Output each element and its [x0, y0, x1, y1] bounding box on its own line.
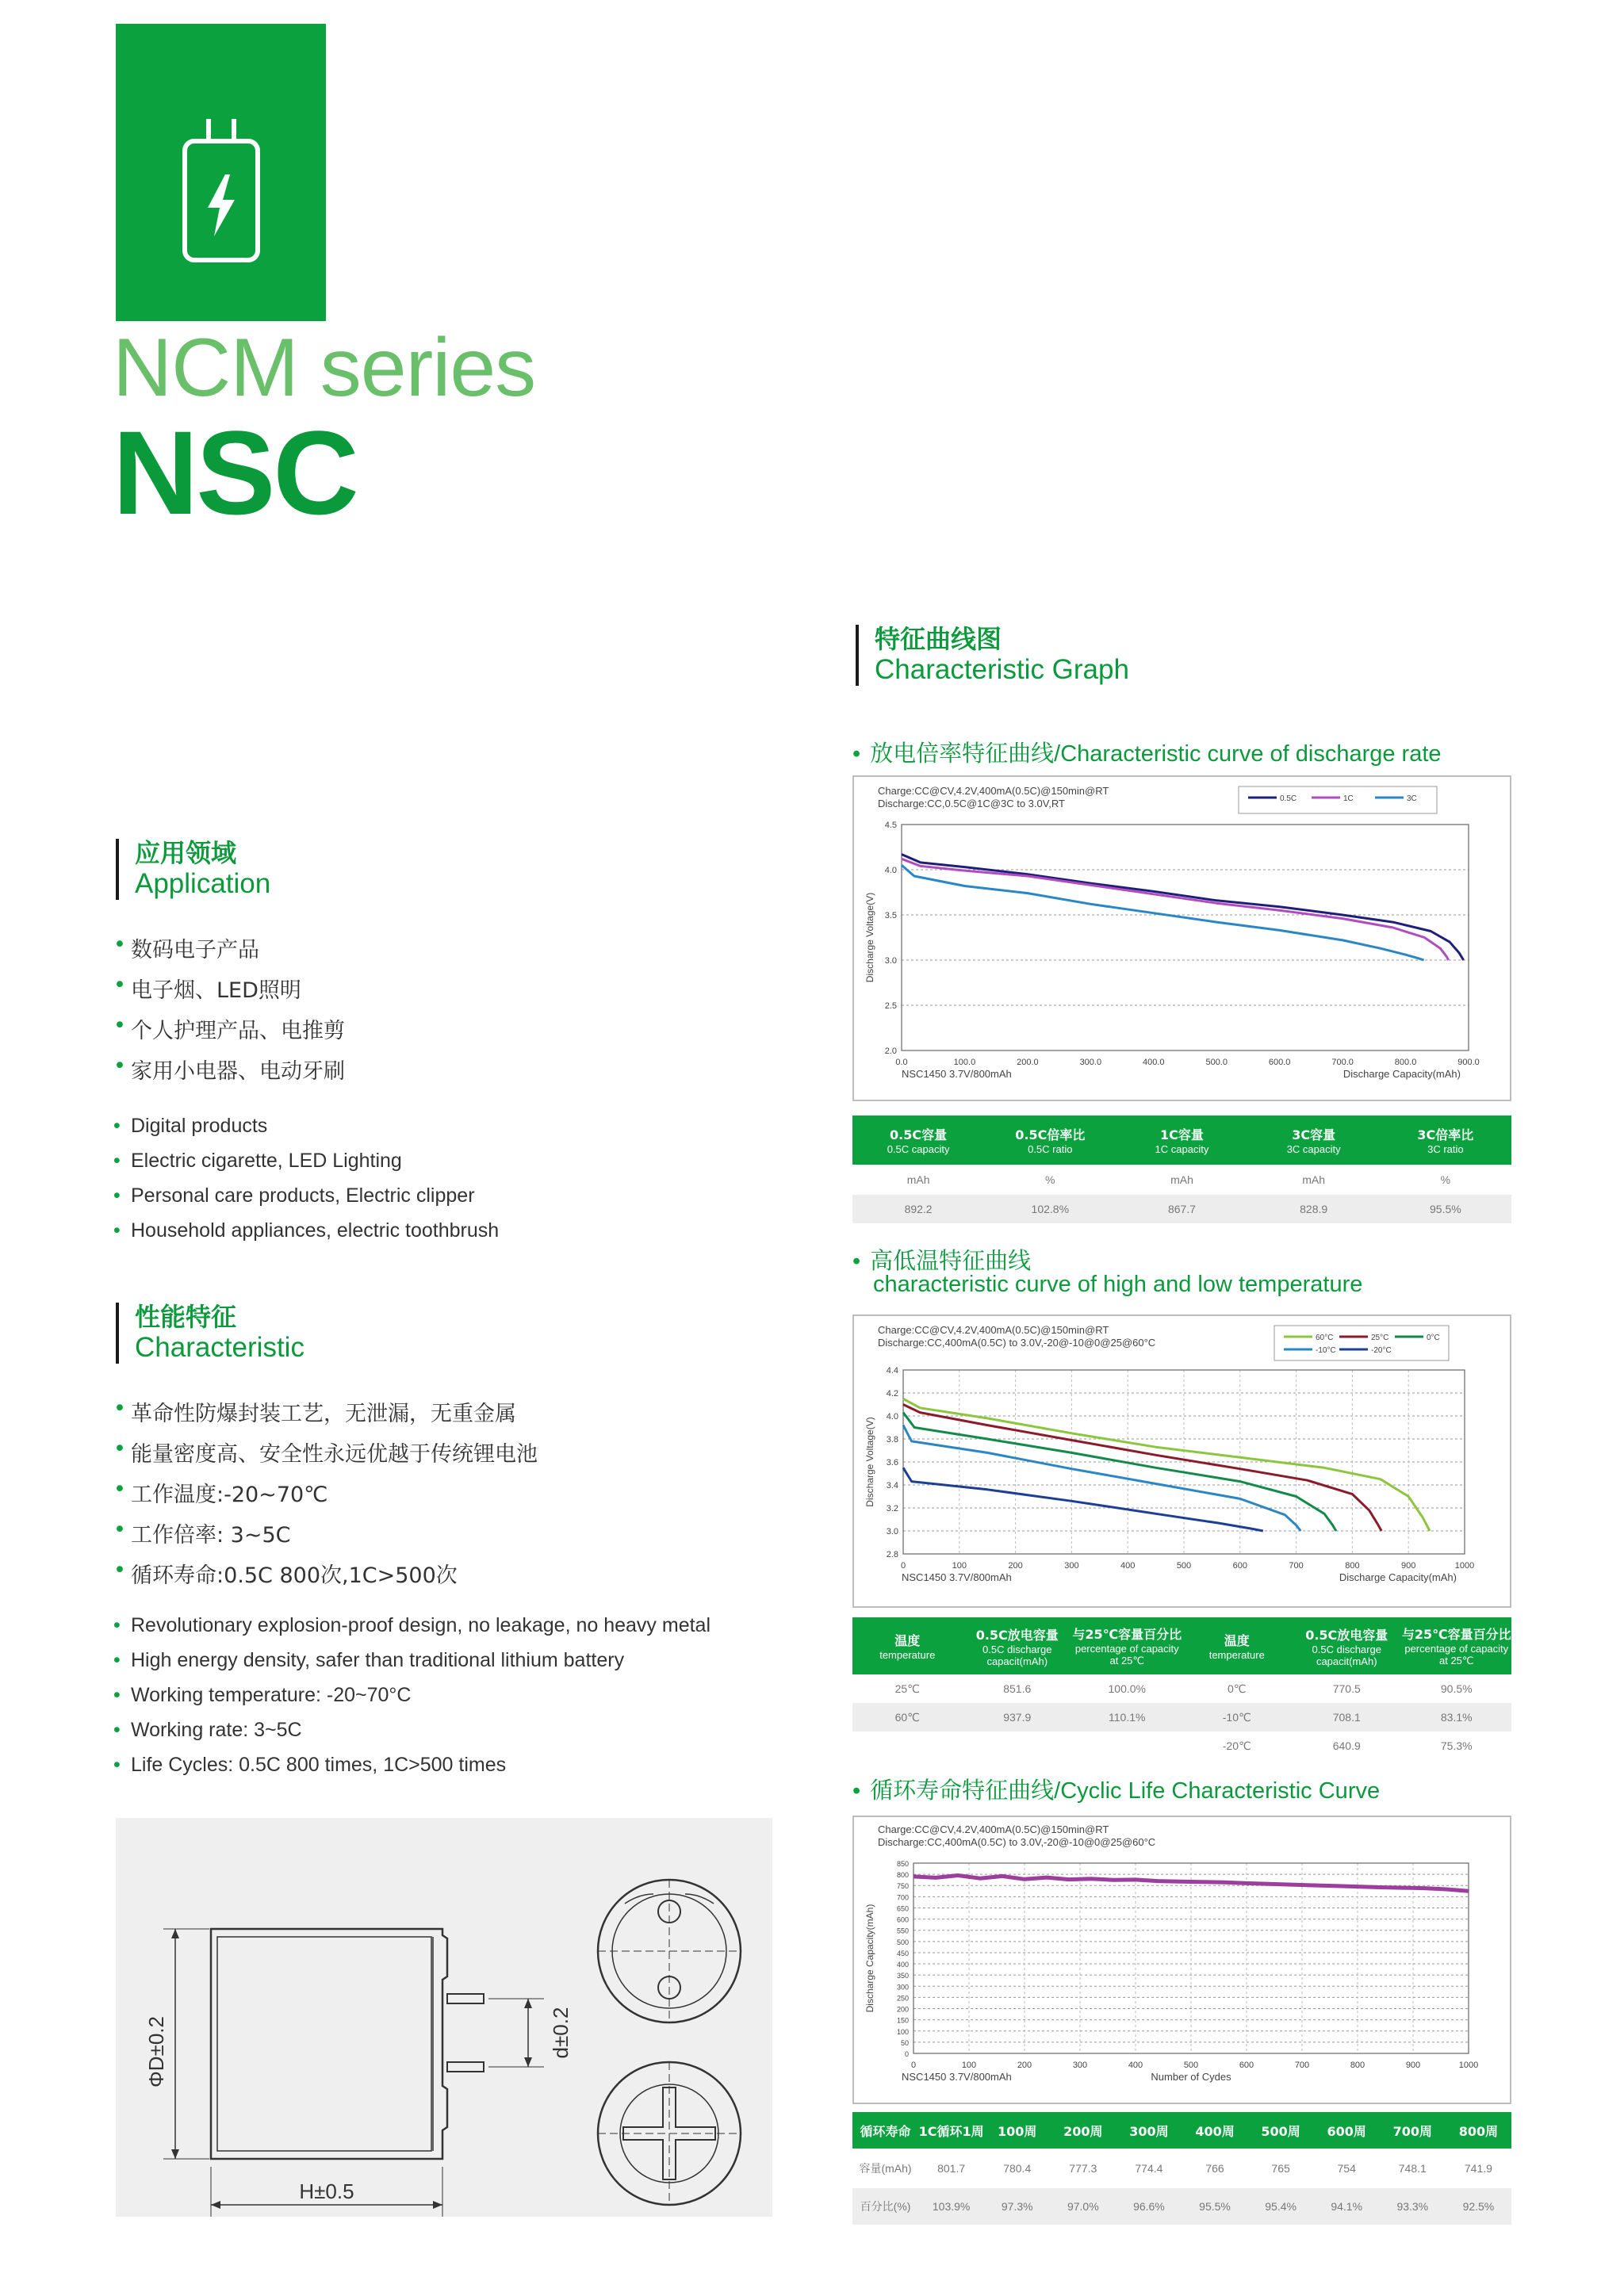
table-header: 500周 [1248, 2112, 1314, 2149]
x-tick-label: 200.0 [1017, 1058, 1039, 1067]
list-item: • Digital products [113, 1115, 499, 1150]
y-tick-label: 3.0 [884, 956, 897, 966]
table-row [852, 1195, 1511, 1223]
y-tick-label: 50 [900, 2038, 909, 2047]
table-cell: 100.0% [1108, 1682, 1146, 1695]
table-cell: mAh [906, 1173, 930, 1186]
x-tick-label: 600 [1232, 1561, 1247, 1571]
table-cell: 94.1% [1314, 2188, 1380, 2225]
chart-footnote: NSC1450 3.7V/800mAh [902, 2071, 1012, 2083]
y-tick-label: 850 [896, 1860, 909, 1868]
list-item: • 循环寿命:0.5C 800次,1C>500次 [113, 1558, 538, 1598]
table-cell: 60℃ [852, 1703, 963, 1732]
y-tick-label: 650 [896, 1904, 909, 1913]
graph-title-zh: 特征曲线图 [875, 624, 1002, 654]
table-header: 0.5C倍率比 0.5C ratio [984, 1115, 1116, 1165]
y-tick-label: 600 [896, 1915, 909, 1924]
table-header: 温度 temperature [852, 1617, 963, 1674]
y-axis-label: Discharge Voltage(V) [864, 1417, 875, 1507]
list-item: • 家用小电器、电动牙刷 [113, 1054, 345, 1094]
y-tick-label: 4.5 [884, 821, 897, 830]
plot-area [902, 825, 1469, 1050]
characteristic-heading [116, 1303, 304, 1364]
list-item: • High energy density, safer than traditional lithium battery [113, 1649, 710, 1684]
x-tick-label: 200 [1017, 2061, 1032, 2070]
dim-h-label: H±0.5 [299, 2179, 354, 2203]
table-cell: 777.3 [1069, 2162, 1097, 2175]
x-tick-label: 100.0 [953, 1058, 976, 1067]
table-header: 0.5C容量 0.5C capacity [852, 1115, 984, 1165]
x-tick-label: 0 [900, 1561, 906, 1571]
y-tick-label: 400 [896, 1961, 909, 1969]
table-cell: % [1045, 1173, 1055, 1186]
table-cell: 741.9 [1464, 2162, 1492, 2175]
table-header: 温度 temperature [1182, 1617, 1293, 1674]
x-tick-label: 300 [1072, 2061, 1088, 2070]
legend-label: 1C [1343, 794, 1354, 803]
x-tick-label: 700 [1294, 2061, 1310, 2070]
y-tick-label: 3.2 [886, 1504, 898, 1513]
temperature-heading-en-wrap [873, 1272, 1362, 1298]
x-tick-label: 100 [952, 1561, 967, 1571]
x-tick-label: 0.0 [895, 1058, 908, 1067]
y-tick-label: 700 [896, 1893, 909, 1902]
dimension-drawing [116, 1818, 772, 2217]
y-tick-label: 3.0 [886, 1527, 898, 1536]
table-cell: 83.1% [1402, 1703, 1512, 1732]
y-tick-label: 2.0 [884, 1047, 897, 1056]
series-line [903, 1425, 1300, 1531]
discharge-heading-text: 放电倍率特征曲线/Characteristic curve of discharge rate [870, 741, 1442, 767]
model-title: NSC [113, 406, 357, 539]
table-header: 0.5C放电容量 0.5C discharge capacit(mAh) [1292, 1617, 1402, 1674]
x-tick-label: 1000 [1454, 1561, 1475, 1571]
table-cell: 百分比(%) [852, 2188, 918, 2225]
x-axis-label: Number of Cydes [1151, 2071, 1231, 2083]
chart-annotation: Charge:CC@CV,4.2V,400mA(0.5C)@150min@RT [878, 785, 1109, 797]
table-cell: 102.8% [984, 1195, 1116, 1223]
y-tick-label: 250 [896, 1994, 909, 2003]
y-tick-label: 350 [896, 1972, 909, 1980]
table-cell: 801.7 [937, 2162, 966, 2175]
series-line [903, 1413, 1336, 1531]
legend-label: 0.5C [1280, 794, 1297, 803]
chart-footnote: NSC1450 3.7V/800mAh [902, 1068, 1012, 1080]
application-list-en [113, 1115, 499, 1254]
x-tick-label: 900 [1401, 1561, 1416, 1571]
list-item: • 工作温度:-20~70℃ [113, 1477, 538, 1517]
table-header: 400周 [1182, 2112, 1247, 2149]
y-tick-label: 750 [896, 1882, 909, 1891]
characteristic-title-en: Characteristic [135, 1331, 304, 1363]
list-item: • 数码电子产品 [113, 932, 345, 973]
temperature-chart-frame [852, 1314, 1511, 1608]
x-tick-label: 800.0 [1394, 1058, 1417, 1067]
list-item: • Life Cycles: 0.5C 800 times, 1C>500 times [113, 1754, 710, 1789]
temperature-heading: • 高低温特征曲线 [852, 1249, 1032, 1274]
list-item: • 能量密度高、安全性永远优越于传统锂电池 [113, 1437, 538, 1477]
x-tick-label: 0 [910, 2061, 917, 2070]
application-list-zh [113, 932, 345, 1094]
legend-label: -10°C [1316, 1346, 1336, 1355]
list-item: • Working temperature: -20~70°C [113, 1684, 710, 1719]
y-tick-label: 0 [904, 2050, 909, 2058]
table-header: 700周 [1380, 2112, 1446, 2149]
list-item: • Revolutionary explosion-proof design, no leakage, no heavy metal [113, 1614, 710, 1649]
x-tick-label: 600 [1239, 2061, 1254, 2070]
x-tick-label: 300.0 [1079, 1058, 1102, 1067]
y-tick-label: 2.5 [884, 1001, 897, 1011]
dim-pin-label: d±0.2 [549, 2007, 573, 2059]
list-item: • Working rate: 3~5C [113, 1719, 710, 1754]
cell-dimension-drawing [116, 1818, 772, 2217]
x-tick-label: 800 [1350, 2061, 1365, 2070]
table-row [852, 2149, 1511, 2188]
discharge-chart-frame [852, 775, 1511, 1101]
x-tick-label: 500 [1176, 1561, 1192, 1571]
legend-label: 60°C [1316, 1334, 1334, 1342]
table-cell: 708.1 [1292, 1703, 1402, 1732]
table-cell: 780.4 [1003, 2162, 1032, 2175]
chart-annotation: Discharge:CC,400mA(0.5C) to 3.0V,-20@-10@0@25@60°C [878, 1836, 1156, 1848]
table-cell [852, 1732, 963, 1760]
y-tick-label: 450 [896, 1949, 909, 1957]
legend [1274, 1326, 1449, 1360]
list-item: • 工作倍率: 3~5C [113, 1517, 538, 1558]
cycle-heading: • 循环寿命特征曲线/Cyclic Life Characteristic Curve [852, 1778, 1381, 1804]
table-header: 1C容量 1C capacity [1116, 1115, 1247, 1165]
temperature-chart [854, 1316, 1510, 1606]
table-cell: 748.1 [1398, 2162, 1427, 2175]
temperature-heading-en: characteristic curve of high and low temperature [873, 1272, 1363, 1297]
x-tick-label: 200 [1008, 1561, 1023, 1571]
discharge-table [852, 1115, 1511, 1223]
series-title: NCM series [113, 322, 536, 414]
table-cell: 97.3% [984, 2188, 1050, 2225]
y-tick-label: 4.2 [886, 1389, 898, 1399]
x-tick-label: 500 [1183, 2061, 1199, 2070]
table-cell: 754 [1337, 2162, 1356, 2175]
table-cell: 892.2 [852, 1195, 984, 1223]
table-cell: 851.6 [1003, 1682, 1032, 1695]
table-cell: 828.9 [1248, 1195, 1380, 1223]
x-tick-label: 900.0 [1457, 1058, 1480, 1067]
table-cell: -20℃ [1222, 1739, 1251, 1752]
cycle-heading-text: 循环寿命特征曲线/Cyclic Life Characteristic Curve [870, 1778, 1381, 1804]
table-header: 100周 [984, 2112, 1050, 2149]
chart-footnote: NSC1450 3.7V/800mAh [902, 1571, 1012, 1583]
table-header: 循环寿命 [852, 2112, 918, 2149]
application-heading [116, 839, 270, 900]
table-cell: 766 [1205, 2162, 1224, 2175]
x-tick-label: 800 [1345, 1561, 1360, 1571]
y-tick-label: 150 [896, 2016, 909, 2025]
table-row [852, 1165, 1511, 1195]
table-header: 0.5C放电容量 0.5C discharge capacit(mAh) [963, 1617, 1073, 1674]
table-cell: 95.4% [1248, 2188, 1314, 2225]
table-header: 与25℃容量百分比 percentage of capacity at 25℃ [1402, 1617, 1512, 1674]
table-cell: mAh [1302, 1173, 1326, 1186]
table-row [852, 1703, 1511, 1732]
list-item: • Electric cigarette, LED Lighting [113, 1150, 499, 1184]
list-item: • 个人护理产品、电推剪 [113, 1013, 345, 1054]
table-header: 300周 [1116, 2112, 1182, 2149]
dim-d-label: ΦD±0.2 [144, 2016, 168, 2087]
y-tick-label: 3.6 [886, 1458, 898, 1468]
table-header: 3C倍率比 3C ratio [1380, 1115, 1511, 1165]
table-header: 1C循环1周 [918, 2112, 984, 2149]
list-item: • Personal care products, Electric clipper [113, 1184, 499, 1219]
brand-logo-block [116, 24, 326, 321]
table-cell: 容量(mAh) [859, 2162, 912, 2175]
characteristic-list-zh [113, 1396, 538, 1598]
x-tick-label: 400 [1128, 2061, 1143, 2070]
y-tick-label: 500 [896, 1938, 909, 1946]
table-header: 3C容量 3C capacity [1248, 1115, 1380, 1165]
chart-annotation: Discharge:CC,0.5C@1C@3C to 3.0V,RT [878, 798, 1065, 809]
table-cell: 96.6% [1116, 2188, 1182, 2225]
discharge-heading: • 放电倍率特征曲线/Characteristic curve of discharge rate [852, 741, 1442, 767]
y-tick-label: 4.4 [886, 1366, 898, 1376]
x-tick-label: 700 [1289, 1561, 1304, 1571]
y-tick-label: 3.5 [884, 911, 897, 920]
table-cell [963, 1732, 1073, 1760]
graph-section-heading [856, 625, 1129, 686]
table-cell: 97.0% [1050, 2188, 1116, 2225]
table-cell: 640.9 [1332, 1739, 1361, 1752]
table-cell: 867.7 [1116, 1195, 1247, 1223]
table-cell: -10℃ [1182, 1703, 1293, 1732]
table-cell: 93.3% [1380, 2188, 1446, 2225]
cycle-life-chart [854, 1817, 1510, 2103]
legend-label: 3C [1407, 794, 1417, 803]
legend-label: 0°C [1427, 1334, 1440, 1342]
list-item: • Household appliances, electric toothbrush [113, 1219, 499, 1254]
series-line [902, 855, 1464, 960]
table-cell: 0℃ [1227, 1682, 1247, 1695]
table-cell: 25℃ [894, 1682, 920, 1695]
y-tick-label: 2.8 [886, 1550, 898, 1559]
table-cell: mAh [1170, 1173, 1193, 1186]
cycle-table [852, 2112, 1511, 2225]
series-line [903, 1399, 1430, 1531]
x-axis-label: Discharge Capacity(mAh) [1342, 1068, 1461, 1080]
x-tick-label: 600.0 [1268, 1058, 1291, 1067]
y-tick-label: 4.0 [886, 1412, 898, 1422]
legend-label: -20°C [1371, 1346, 1392, 1355]
table-cell: 95.5% [1380, 1195, 1511, 1223]
x-tick-label: 300 [1064, 1561, 1079, 1571]
application-title-en: Application [135, 867, 271, 899]
x-tick-label: 100 [961, 2061, 977, 2070]
temperature-table [852, 1617, 1511, 1760]
table-cell: 765 [1271, 2162, 1290, 2175]
y-axis-label: Discharge Voltage(V) [864, 892, 875, 983]
table-cell: % [1440, 1173, 1451, 1186]
series-line [902, 865, 1424, 960]
table-header: 800周 [1446, 2112, 1511, 2149]
y-tick-label: 3.4 [886, 1481, 898, 1490]
characteristic-list-en [113, 1614, 710, 1789]
application-title-zh: 应用领域 [135, 838, 237, 868]
discharge-rate-chart [854, 777, 1510, 1100]
table-row [852, 2188, 1511, 2225]
y-tick-label: 550 [896, 1927, 909, 1935]
chart-annotation: Charge:CC@CV,4.2V,400mA(0.5C)@150min@RT [878, 1823, 1109, 1835]
y-tick-label: 300 [896, 1983, 909, 1992]
y-tick-label: 100 [896, 2027, 909, 2036]
chart-annotation: Charge:CC@CV,4.2V,400mA(0.5C)@150min@RT [878, 1324, 1109, 1336]
table-cell: 92.5% [1446, 2188, 1511, 2225]
characteristic-title-zh: 性能特征 [135, 1302, 237, 1332]
table-row [852, 1732, 1511, 1760]
cycle-chart-frame [852, 1816, 1511, 2104]
table-cell: 937.9 [963, 1703, 1073, 1732]
x-tick-label: 1000 [1458, 2061, 1479, 2070]
table-cell: 75.3% [1440, 1739, 1473, 1752]
table-cell: 110.1% [1072, 1703, 1182, 1732]
table-cell [1072, 1732, 1182, 1760]
x-tick-label: 700.0 [1331, 1058, 1354, 1067]
table-header: 600周 [1314, 2112, 1380, 2149]
x-tick-label: 500.0 [1205, 1058, 1228, 1067]
y-tick-label: 4.0 [884, 866, 897, 875]
list-item: • 电子烟、LED照明 [113, 973, 345, 1013]
graph-title-en: Characteristic Graph [875, 653, 1129, 685]
y-tick-label: 800 [896, 1871, 909, 1880]
list-item: • 革命性防爆封装工艺，无泄漏，无重金属 [113, 1396, 538, 1437]
y-tick-label: 3.8 [886, 1435, 898, 1445]
x-tick-label: 400 [1120, 1561, 1136, 1571]
table-cell: 90.5% [1440, 1682, 1473, 1695]
legend-label: 25°C [1371, 1334, 1389, 1342]
x-axis-label: Discharge Capacity(mAh) [1339, 1571, 1457, 1583]
chart-annotation: Discharge:CC,400mA(0.5C) to 3.0V,-20@-10@0@25@60°C [878, 1337, 1156, 1349]
x-tick-label: 900 [1405, 2061, 1421, 2070]
temperature-heading-zh: 高低温特征曲线 [870, 1249, 1032, 1274]
table-cell: 103.9% [918, 2188, 984, 2225]
table-row [852, 1674, 1511, 1703]
table-header: 200周 [1050, 2112, 1116, 2149]
table-header: 与25℃容量百分比 percentage of capacity at 25℃ [1072, 1617, 1182, 1674]
x-tick-label: 400.0 [1143, 1058, 1165, 1067]
table-cell: 770.5 [1332, 1682, 1361, 1695]
y-tick-label: 200 [896, 2005, 909, 2014]
table-cell: 95.5% [1182, 2188, 1247, 2225]
battery-charge-icon [116, 24, 326, 321]
table-cell: 774.4 [1135, 2162, 1163, 2175]
y-axis-label: Discharge Capacity(mAh) [864, 1904, 875, 2013]
